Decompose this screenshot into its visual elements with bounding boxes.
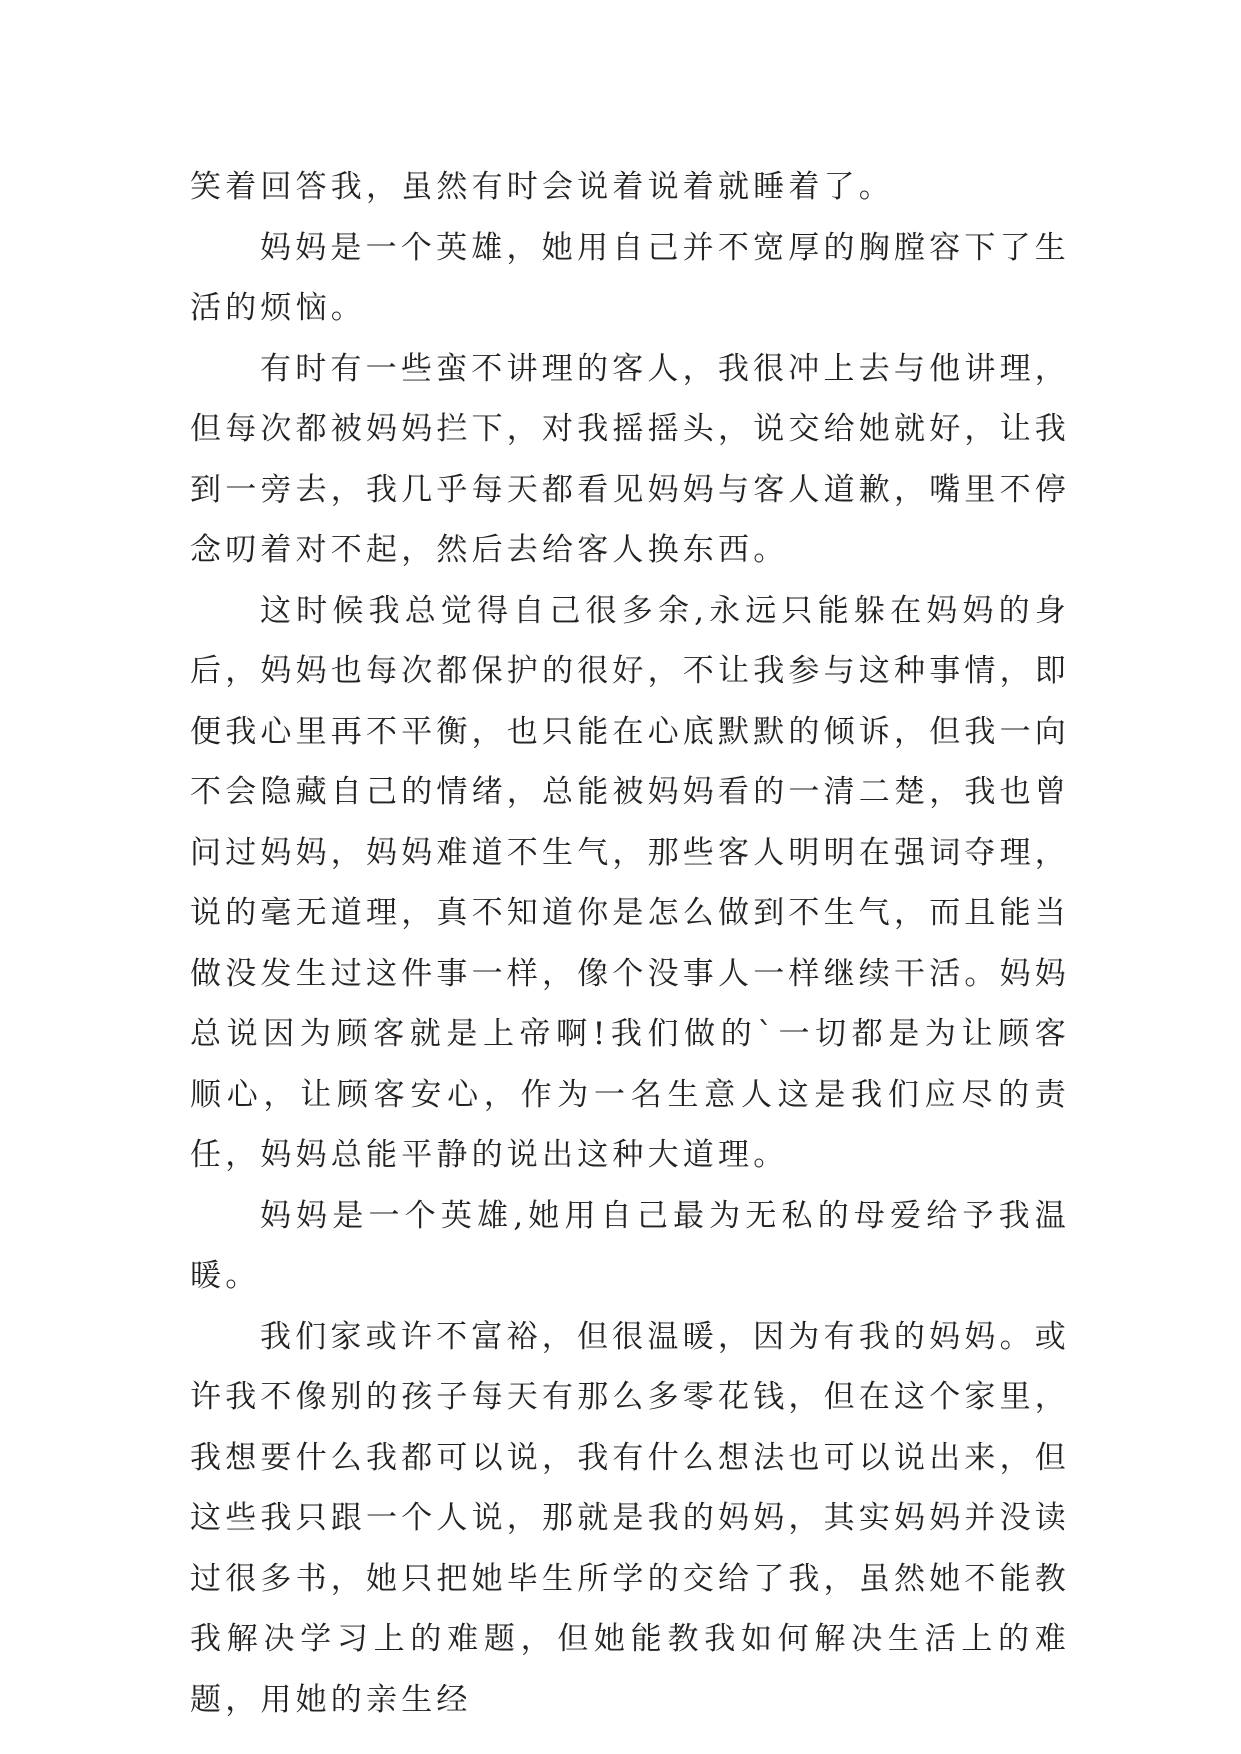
paragraph-4: 这时候我总觉得自己很多余,永远只能躲在妈妈的身后，妈妈也每次都保护的很好，不让我参与这种事情，即便我心里再不平衡，也只能在心底默默的倾诉，但我一向不会隐藏自己的情绪，总能被妈妈看的一清二楚，我也曾问过妈妈，妈妈难道不生气，那些客人明明在强词夺理，说的毫无道理，真不知道你是怎么做到不生气，而且能当做没发生过这件事一样，像个没事人一样继续干活。妈妈总说因为顾客就是上帝啊!我们做的`一切都是为让顾客顺心，让顾客安心，作为一名生意人这是我们应尽的责任，妈妈总能平静的说出这种大道理。 — [190, 592, 1070, 1173]
paragraph-6: 我们家或许不富裕，但很温暖，因为有我的妈妈。或许我不像别的孩子每天有那么多零花钱，但在这个家里，我想要什么我都可以说，我有什么想法也可以说出来，但这些我只跟一个人说，那就是我的妈妈，其实妈妈并没读过很多书，她只把她毕生所学的交给了我，虽然她不能教我解决学习上的难题，但她能教我如何解决生活上的难题，用她的亲生经 — [190, 1318, 1070, 1718]
paragraph-3: 有时有一些蛮不讲理的客人，我很冲上去与他讲理，但每次都被妈妈拦下，对我摇摇头，说交给她就好，让我到一旁去，我几乎每天都看见妈妈与客人道歉，嘴里不停念叨着对不起，然后去给客人换东西。 — [190, 350, 1070, 568]
paragraph-1: 笑着回答我，虽然有时会说着说着就睡着了。 — [190, 169, 894, 205]
paragraph-2: 妈妈是一个英雄，她用自己并不宽厚的胸膛容下了生活的烦恼。 — [190, 229, 1070, 326]
body-text — [190, 157, 1070, 1730]
paragraph-5: 妈妈是一个英雄,她用自己最为无私的母爱给予我温暖。 — [190, 1197, 1070, 1294]
